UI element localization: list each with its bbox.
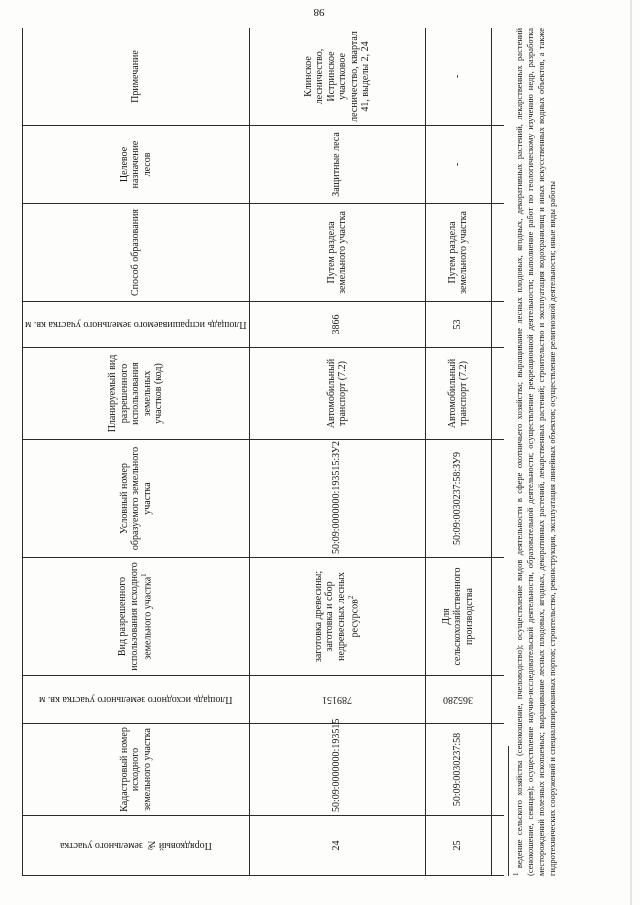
footnote-viewport bbox=[508, 28, 612, 876]
footnote-text: ведение сельского хозяйства (сенокошение, пчеловодство); осуществление видов деятельности в сфере охотничьего хозяйства; выращивание лесных плодовых, ягодных, декоративных растений, лекарственных растений (сенокошение, сеянцев); осуществление научно-исследовательской деятельности, образовательной деятельности; осуществление рекреационной деятельности; выполнение работ по геологическому изучению недр, разработка месторождений полезных ископаемых; выращивание лесных плодовых, ягодных, декоративных растений, лекарственных растений; строительство и эксплуатация водохранилищ и иных искусственных водных объектов, а также гидротехнических сооружений и специализированных портов; строительство, реконструкция, эксплуатация линейных объектов; осуществление религиозной деятельности; иные виды работы bbox=[513, 28, 558, 876]
cell-cadastral: 50:09:0000000:193515 bbox=[249, 724, 425, 816]
cell-area-source: 789151 bbox=[249, 676, 425, 724]
cell-note: - bbox=[425, 28, 491, 126]
footnote-divider bbox=[508, 746, 509, 876]
header-source-area: Площадь исходного земельного участка кв. м bbox=[23, 676, 250, 724]
table-row bbox=[249, 28, 425, 876]
land-plots-table bbox=[22, 28, 504, 876]
footnote-mark: 1 bbox=[512, 872, 520, 876]
cell-area-source bbox=[491, 676, 504, 724]
cell-planned-use: Автомобильный транспорт (7.2) bbox=[425, 348, 491, 440]
cell-planned-use: Автомобильный транспорт (7.2) bbox=[249, 348, 425, 440]
table-header-row bbox=[23, 28, 250, 876]
table-row bbox=[491, 28, 504, 876]
cell-method: Путем раздела земельного участка bbox=[249, 204, 425, 302]
cell-num: 24 bbox=[249, 816, 425, 876]
cell-new-num bbox=[491, 440, 504, 558]
cell-planned-use bbox=[491, 348, 504, 440]
table-row bbox=[425, 28, 491, 876]
rotated-table bbox=[22, 28, 504, 876]
cell-forest: Защитные леса bbox=[249, 126, 425, 204]
cell-num bbox=[491, 816, 504, 876]
cell-num: 25 bbox=[425, 816, 491, 876]
header-note: Примечание bbox=[23, 28, 250, 126]
cell-method bbox=[491, 204, 504, 302]
header-permitted-use: Вид разрешенного использования исходного земельного участка$^1$ bbox=[23, 558, 250, 676]
header-plot-number: Порядковый № земельного участка bbox=[23, 816, 250, 876]
header-method: Способ образования bbox=[23, 204, 250, 302]
cell-new-num: 50:09:0030237:58:ЗУ9 bbox=[425, 440, 491, 558]
table-viewport bbox=[22, 28, 504, 876]
cell-forest: - bbox=[425, 126, 491, 204]
cell-use: Для сельскохозяйственного производства bbox=[425, 558, 491, 676]
cell-forest bbox=[491, 126, 504, 204]
header-cadastral-number: Кадастровый номер исходного земельного участка bbox=[23, 724, 250, 816]
cell-use bbox=[491, 558, 504, 676]
cell-area-new: 3866 bbox=[249, 302, 425, 348]
cell-area-new bbox=[491, 302, 504, 348]
cell-area-new: 53 bbox=[425, 302, 491, 348]
cell-note bbox=[491, 28, 504, 126]
cell-area-source: 365280 bbox=[425, 676, 491, 724]
cell-use: заготовка древесины; заготовка и сбор недревесных лесных ресурсов$^2$ bbox=[249, 558, 425, 676]
footnote bbox=[508, 28, 612, 876]
cell-cadastral bbox=[491, 724, 504, 816]
header-new-plot-number: Условный номер образуемого земельного участка bbox=[23, 440, 250, 558]
header-new-area: Площадь испрашиваемого земельного участка кв. м bbox=[23, 302, 250, 348]
cell-cadastral: 50:09:0030237:58 bbox=[425, 724, 491, 816]
header-forest-purpose: Целевое назначение лесов bbox=[23, 126, 250, 204]
scan-edge bbox=[630, 0, 632, 905]
cell-new-num: 50:09:0000000:193515:ЗУ2 bbox=[249, 440, 425, 558]
cell-method: Путем раздела земельного участка bbox=[425, 204, 491, 302]
page-number: 98 bbox=[313, 6, 325, 18]
cell-note: Клинское лесничество, Истринское участковое лесничество, квартал 41, выделы 2, 24 bbox=[249, 28, 425, 126]
header-planned-use: Планируемый вид разрешенного использования земельных участков (код) bbox=[23, 348, 250, 440]
